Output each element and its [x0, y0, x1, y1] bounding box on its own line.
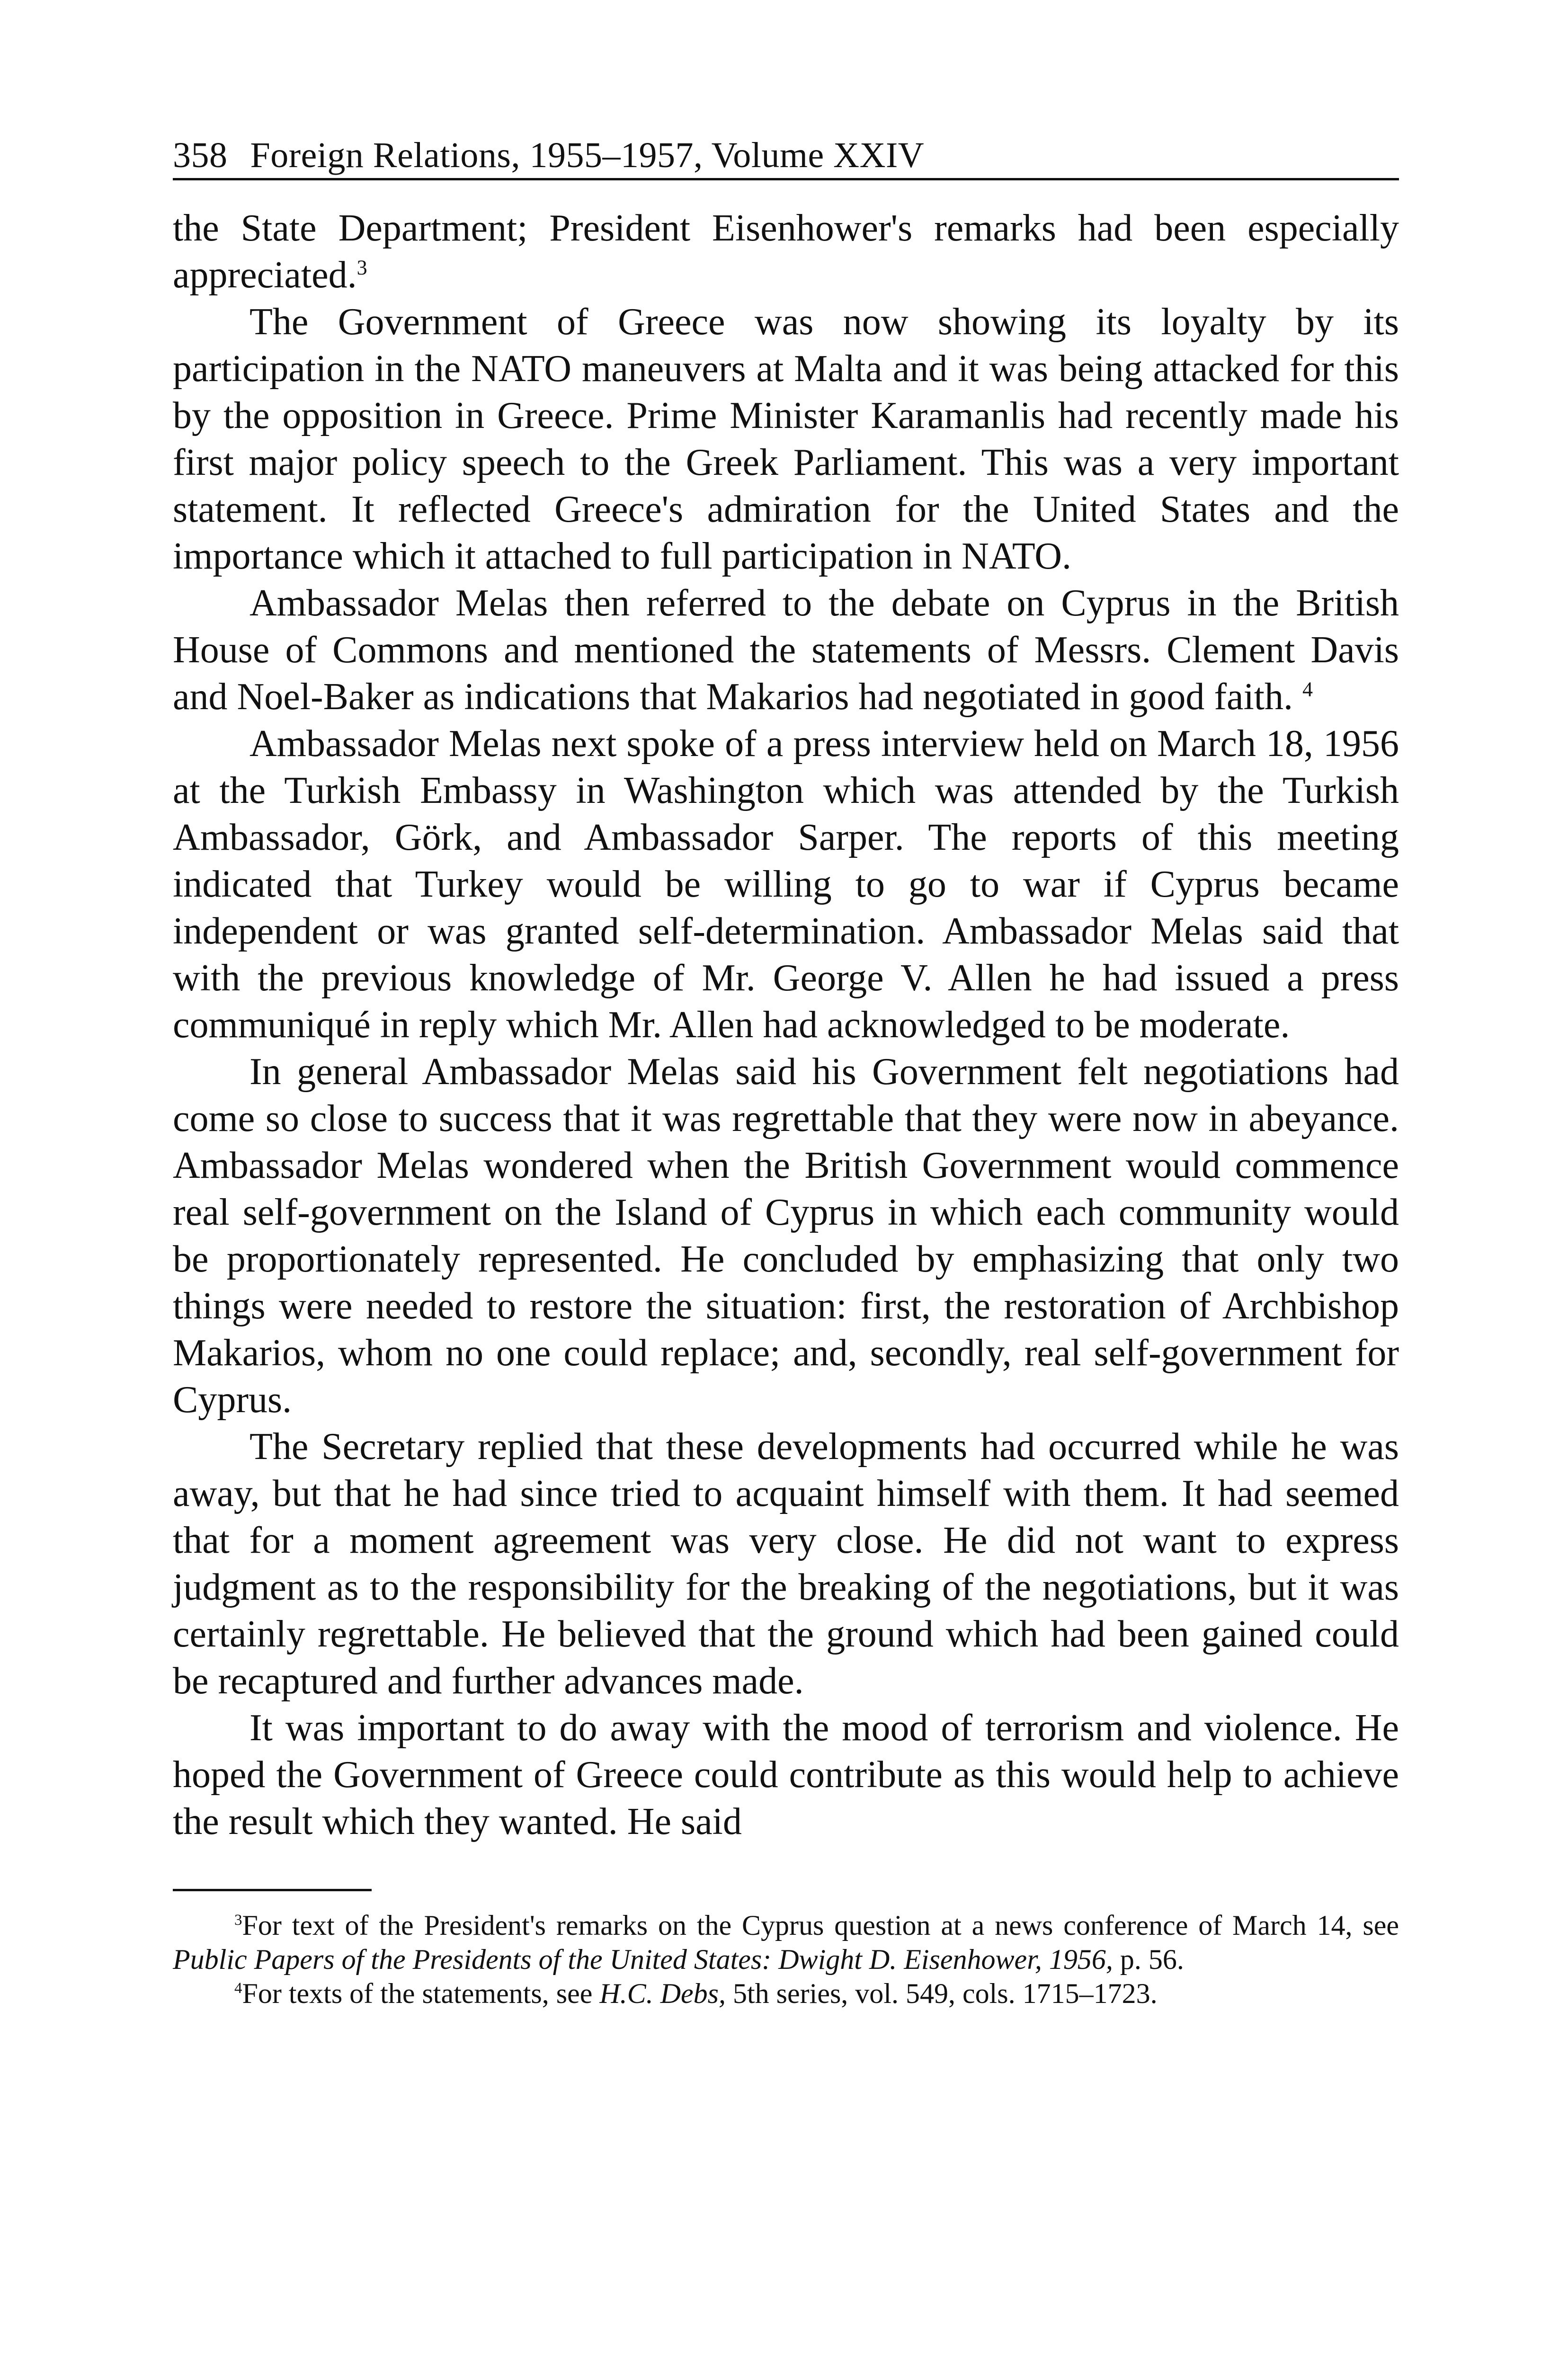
paragraph-7	[173, 1705, 1399, 1845]
document-page	[173, 137, 1399, 2011]
paragraph-text: The Government of Greece was now showing its loyalty by its participation in the NATO maneuvers at Malta and it was being attacked for this by the opposition in Greece. Prime Minister Karamanlis had recently made his first major policy speech to the Greek Parliament. This was a very important statement. It reflected Greece's admiration for the United States and the importance which it attached to full participation in NATO.	[173, 301, 1399, 577]
paragraph-1	[173, 205, 1399, 299]
paragraph-3	[173, 580, 1399, 721]
footnote-divider	[173, 1889, 372, 1891]
footnote-text: For text of the President's remarks on the Cyprus question at a news conference of March 14, see	[242, 1910, 1399, 1941]
body-text	[173, 205, 1399, 1845]
footnote-citation: H.C. Debs,	[599, 1978, 726, 2009]
paragraph-text: the State Department; President Eisenhower's remarks had been especially appreciated.	[173, 207, 1399, 296]
footnote-marker: 3	[234, 1912, 242, 1929]
running-head-title: Foreign Relations, 1955–1957, Volume XXIV	[250, 135, 925, 175]
paragraph-text: In general Ambassador Melas said his Government felt negotiations had come so close to success that it was regrettable that they were now in abeyance. Ambassador Melas wondered when the British Government would commence real self-government on the Island of Cyprus in which each community would be proportionately represented. He concluded by emphasizing that only two things were needed to restore the situation: first, the restoration of Archbishop Makarios, whom no one could replace; and, secondly, real self-government for Cyprus.	[173, 1051, 1399, 1421]
footnote-3	[173, 1908, 1399, 1976]
footnote-ref-3: 3	[356, 256, 367, 279]
paragraph-6	[173, 1424, 1399, 1705]
footnote-text: For texts of the statements, see	[242, 1978, 600, 2009]
footnote-ref-4: 4	[1302, 677, 1313, 701]
running-head	[173, 137, 1399, 180]
paragraph-2	[173, 299, 1399, 580]
footnote-citation: Public Papers of the Presidents of the United States: Dwight D. Eisenhower, 1956,	[173, 1944, 1113, 1975]
paragraph-5	[173, 1049, 1399, 1424]
paragraph-text: It was important to do away with the mood of terrorism and violence. He hoped the Government of Greece could contribute as this would help to achieve the result which they wanted. He said	[173, 1707, 1399, 1842]
paragraph-text: Ambassador Melas then referred to the debate on Cyprus in the British House of Commons and mentioned the statements of Messrs. Clement Davis and Noel-Baker as indications that Makarios had negotiated in good faith.	[173, 582, 1399, 718]
paragraph-text: Ambassador Melas next spoke of a press interview held on March 18, 1956 at the Turkish Embassy in Washington which was attended by the Turkish Ambassador, Görk, and Ambassador Sarper. The reports of this meeting indicated that Turkey would be willing to go to war if Cyprus became independent or was granted self-determination. Ambassador Melas said that with the previous knowledge of Mr. George V. Allen he had issued a press communiqué in reply which Mr. Allen had acknowledged to be moderate.	[173, 723, 1399, 1046]
paragraph-text: The Secretary replied that these developments had occurred while he was away, but that he had since tried to acquaint himself with them. It had seemed that for a moment agreement was very close. He did not want to express judgment as to the responsibility for the breaking of the negotiations, but it was certainly regrettable. He believed that the ground which had been gained could be recaptured and further advances made.	[173, 1426, 1399, 1702]
footnote-text: p. 56.	[1113, 1944, 1184, 1975]
paragraph-4	[173, 721, 1399, 1049]
footnote-text: 5th series, vol. 549, cols. 1715–1723.	[726, 1978, 1158, 2009]
footnotes	[173, 1908, 1399, 2011]
footnote-4	[173, 1976, 1399, 2011]
page-number: 358	[173, 135, 228, 175]
footnote-marker: 4	[234, 1980, 242, 1997]
